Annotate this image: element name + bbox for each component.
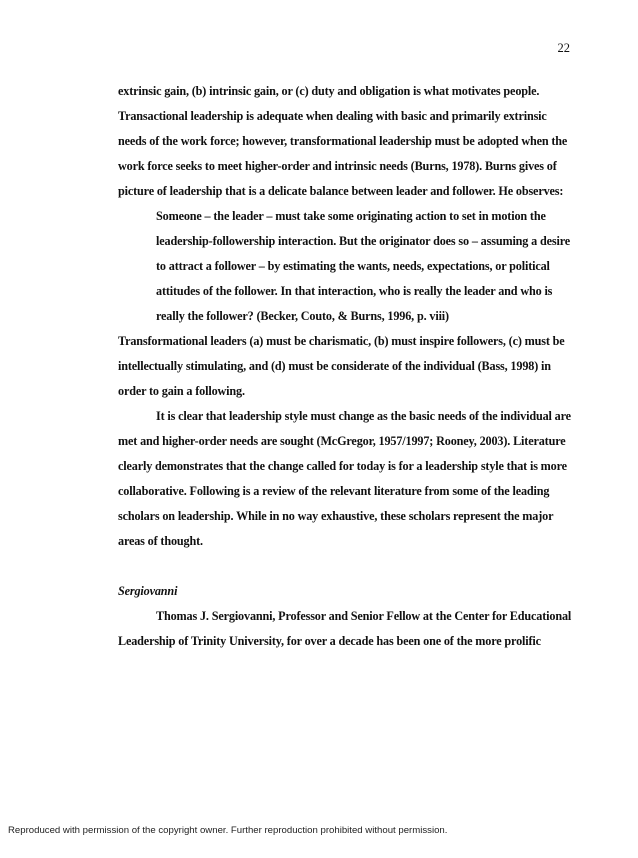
document-body bbox=[118, 83, 588, 658]
copyright-footer: Reproduced with permission of the copyright owner. Further reproduction prohibited without permission. bbox=[8, 825, 448, 836]
text-line: extrinsic gain, (b) intrinsic gain, or (c) duty and obligation is what motivates people. bbox=[118, 84, 540, 98]
paragraph-sergiovanni bbox=[118, 608, 588, 658]
quote-line: attitudes of the follower. In that interaction, who is really the leader and who is bbox=[156, 284, 553, 298]
quote-line: Someone – the leader – must take some originating action to set in motion the bbox=[156, 209, 546, 223]
text-line: collaborative. Following is a review of the relevant literature from some of the leading bbox=[118, 484, 550, 498]
text-line: intellectually stimulating, and (d) must be considerate of the individual (Bass, 1998) in bbox=[118, 359, 551, 373]
quote-line: to attract a follower – by estimating the wants, needs, expectations, or political bbox=[156, 259, 550, 273]
quote-line: really the follower? (Becker, Couto, & Burns, 1996, p. viii) bbox=[156, 309, 449, 323]
section-heading: Sergiovanni bbox=[118, 584, 178, 598]
paragraph-continuation bbox=[118, 83, 588, 208]
text-line: Transformational leaders (a) must be charismatic, (b) must inspire followers, (c) must be bbox=[118, 334, 565, 348]
text-line: picture of leadership that is a delicate balance between leader and follower. He observes: bbox=[118, 184, 564, 198]
text-line: scholars on leadership. While in no way exhaustive, these scholars represent the major bbox=[118, 509, 554, 523]
text-line: needs of the work force; however, transformational leadership must be adopted when the bbox=[118, 134, 568, 148]
text-line: It is clear that leadership style must change as the basic needs of the individual are bbox=[156, 409, 571, 423]
quote-line: leadership-followership interaction. But the originator does so – assuming a desire bbox=[156, 234, 571, 248]
text-line: Transactional leadership is adequate when dealing with basic and primarily extrinsic bbox=[118, 109, 547, 123]
page-number: 22 bbox=[557, 41, 570, 55]
text-line: order to gain a following. bbox=[118, 384, 245, 398]
section-gap bbox=[118, 558, 588, 583]
text-line: met and higher-order needs are sought (McGregor, 1957/1997; Rooney, 2003). Literature bbox=[118, 434, 566, 448]
paragraph-leadership-style bbox=[118, 408, 588, 558]
text-line: areas of thought. bbox=[118, 534, 203, 548]
text-line: work force seeks to meet higher-order and intrinsic needs (Burns, 1978). Burns gives of bbox=[118, 159, 557, 173]
text-line: clearly demonstrates that the change called for today is for a leadership style that is more bbox=[118, 459, 567, 473]
paragraph-after-quote bbox=[118, 333, 588, 408]
block-quote bbox=[118, 208, 588, 333]
text-line: Leadership of Trinity University, for over a decade has been one of the more prolific bbox=[118, 634, 541, 648]
text-line: Thomas J. Sergiovanni, Professor and Senior Fellow at the Center for Educational bbox=[156, 609, 572, 623]
